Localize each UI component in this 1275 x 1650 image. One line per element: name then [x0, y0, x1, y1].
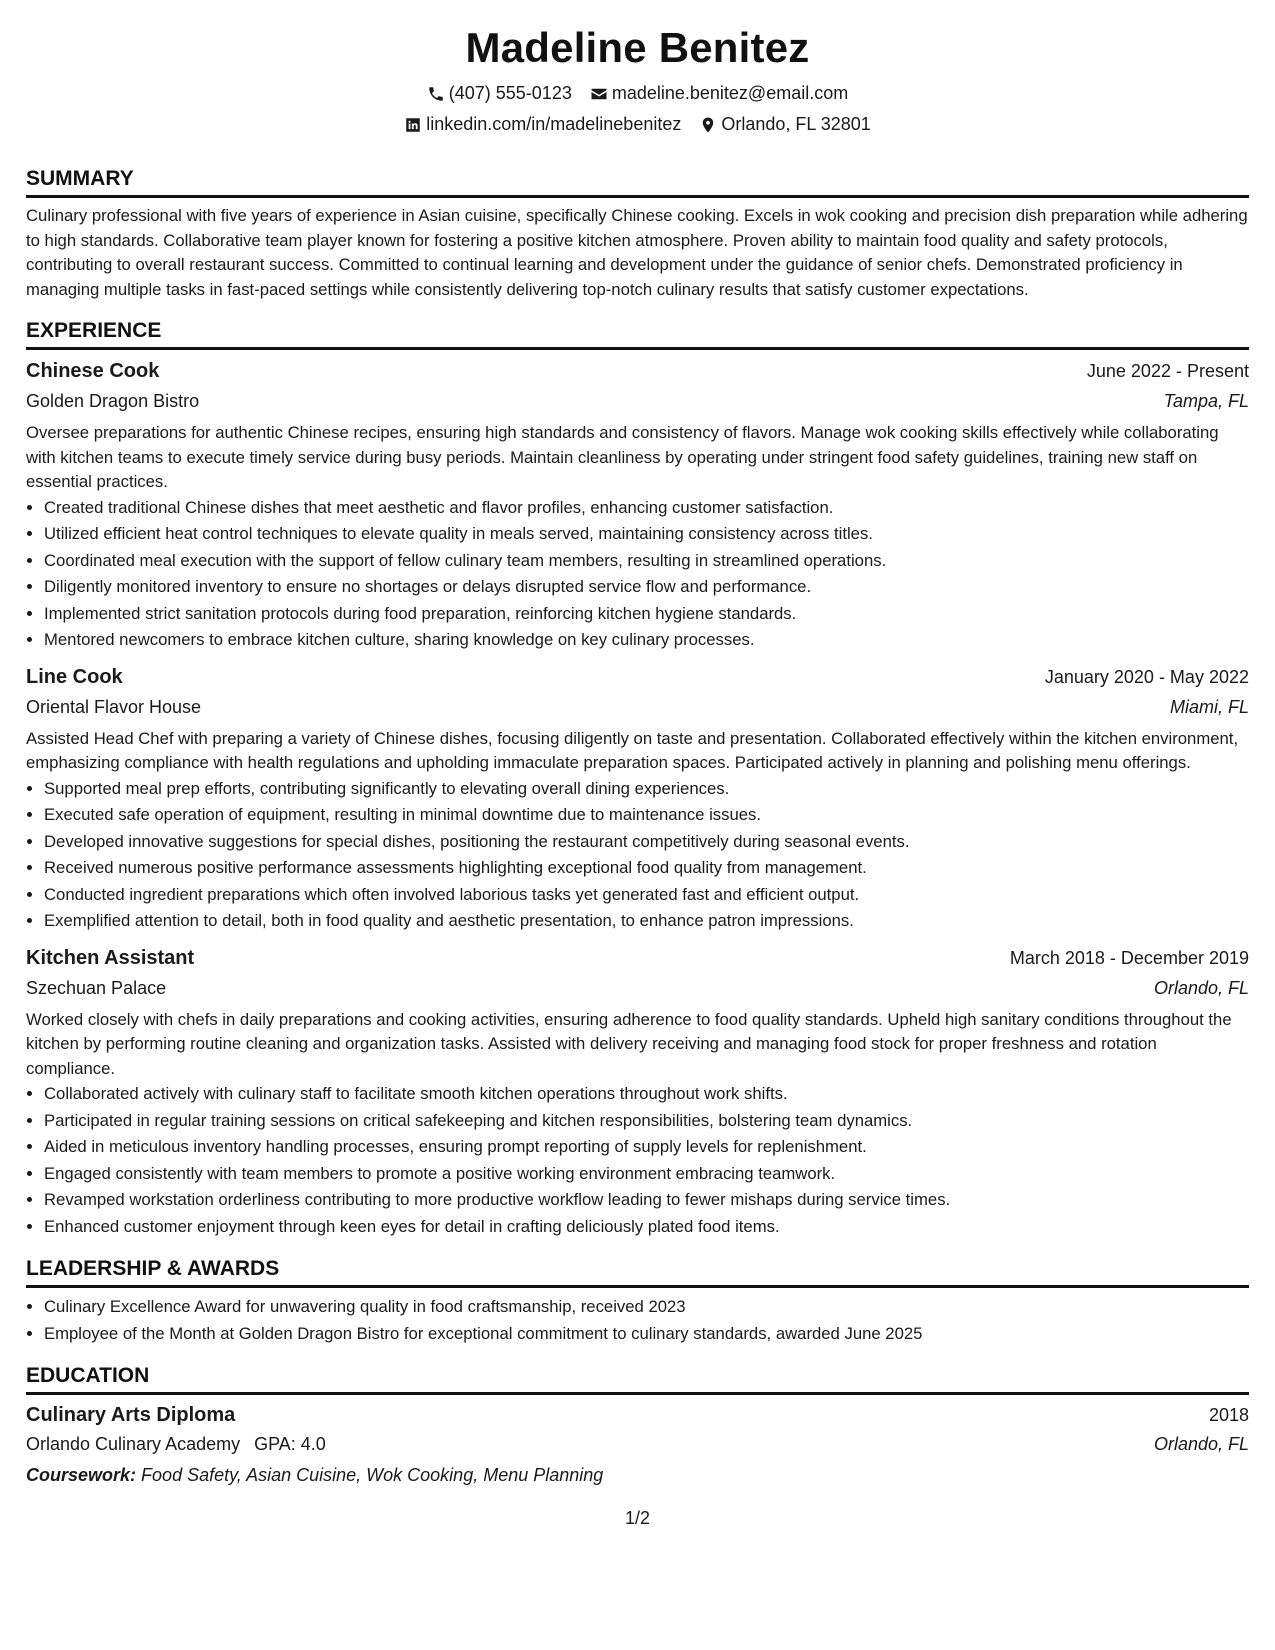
- job-dates: June 2022 - Present: [1086, 361, 1249, 381]
- list-item: • Enhanced customer enjoyment through keen eyes for detail in crafting deliciously plated food items.: [44, 1214, 1249, 1241]
- list-item: • Coordinated meal execution with the support of fellow culinary team members, resulting in streamlined operations.: [44, 548, 1249, 575]
- summary-text: Culinary professional with five years of experience in Asian cuisine, specifically Chinese cooking. Excels in wok cooking and precision dish preparation while adhering to high standards. Collaborative team player known for fostering a positive kitchen atmosphere. Proven ability to maintain food quality and safety protocols, contributing to overall restaurant success. Committed to continual learning and development under the guidance of senior chefs. Demonstrated proficiency in managing multiple tasks in fast-paced settings while consistently delivering top-notch culinary results that satisfy customer expectations.: [26, 206, 1248, 299]
- job-bullets: [26, 1081, 1249, 1240]
- resume-page: [26, 18, 1249, 1490]
- job-description: Worked closely with chefs in daily preparations and cooking activities, ensuring adherence to food quality standards. Upheld high sanitary conditions throughout the kitchen by performing routine cleaning and organization tasks. Assisted with delivery receiving and managing food stock for proper freshness and rotation compliance.: [26, 1009, 1232, 1078]
- list-item: • Developed innovative suggestions for special dishes, positioning the restaurant competitively during seasonal events.: [44, 829, 1249, 856]
- gpa: GPA: 4.0: [254, 1434, 326, 1454]
- linkedin-link[interactable]: linkedin.com/in/madelinebenitez: [426, 114, 682, 134]
- page-number: 1/2: [624, 1508, 651, 1528]
- job-company: Golden Dragon Bistro: [26, 391, 200, 411]
- section-title-experience: EXPERIENCE: [26, 316, 1249, 350]
- education-section: [26, 1361, 1249, 1490]
- job-entry: [26, 943, 1249, 1241]
- list-item: • Exemplified attention to detail, both in food quality and aesthetic presentation, to enhance patron impressions.: [44, 908, 1249, 935]
- list-item: • Implemented strict sanitation protocols during food preparation, reinforcing kitchen hygiene standards.: [44, 601, 1249, 628]
- section-title-education: EDUCATION: [26, 1361, 1249, 1395]
- location-text: Orlando, FL 32801: [721, 114, 871, 134]
- list-item: • Diligently monitored inventory to ensure no shortages or delays disrupted service flow and performance.: [44, 574, 1249, 601]
- award-bullets: [26, 1294, 1249, 1347]
- list-item: • Executed safe operation of equipment, resulting in minimal downtime due to maintenance issues.: [44, 802, 1249, 829]
- contact-row-primary: [26, 78, 1249, 109]
- list-item: • Culinary Excellence Award for unwavering quality in food craftsmanship, received 2023: [44, 1294, 1249, 1321]
- job-title: Kitchen Assistant: [26, 946, 195, 969]
- list-item: • Aided in meticulous inventory handling processes, ensuring prompt reporting of supply levels for replenishment.: [44, 1134, 1249, 1161]
- phone-icon: [427, 85, 445, 103]
- list-item: • Supported meal prep efforts, contributing significantly to elevating overall dining experiences.: [44, 776, 1249, 803]
- job-dates: March 2018 - December 2019: [1009, 947, 1249, 968]
- list-item: • Created traditional Chinese dishes that meet aesthetic and flavor profiles, enhancing customer satisfaction.: [44, 495, 1249, 522]
- email-link[interactable]: madeline.benitez@email.com: [611, 83, 849, 103]
- linkedin-icon: [404, 116, 422, 134]
- list-item: • Mentored newcomers to embrace kitchen culture, sharing knowledge on key culinary processes.: [44, 627, 1249, 654]
- list-item: • Conducted ingredient preparations which often involved laborious tasks yet generated fast and efficient output.: [44, 882, 1249, 909]
- job-location: Miami, FL: [1169, 696, 1249, 717]
- contact-row-secondary: [26, 109, 1249, 140]
- job-dates: January 2020 - May 2022: [1044, 666, 1249, 687]
- list-item: • Engaged consistently with team members to promote a positive working environment embracing teamwork.: [44, 1161, 1249, 1188]
- degree-title: Culinary Arts Diploma: [26, 1404, 236, 1426]
- contact-phone: [427, 78, 572, 109]
- list-item: • Revamped workstation orderliness contributing to more productive workflow leading to fewer mishaps during service times.: [44, 1187, 1249, 1214]
- map-pin-icon: [699, 116, 717, 134]
- job-title: Chinese Cook: [26, 360, 160, 382]
- job-location: Orlando, FL: [1153, 977, 1249, 998]
- contact-location: [699, 109, 870, 140]
- contact-linkedin[interactable]: [404, 109, 681, 140]
- phone-text: (407) 555-0123: [448, 83, 572, 103]
- school-line: [26, 1430, 326, 1459]
- education-location: Orlando, FL: [1153, 1434, 1249, 1454]
- list-item: • Utilized efficient heat control techniques to elevate quality in meals served, maintaining consistency across titles.: [44, 521, 1249, 548]
- job-description: Assisted Head Chef with preparing a variety of Chinese dishes, focusing diligently on taste and presentation. Collaborated effectively within the kitchen environment, emphasizing compliance with health regulations and upholding immaculate preparation spaces. Participated actively in planning and polishing menu offerings.: [26, 728, 1239, 772]
- list-item: • Received numerous positive performance assessments highlighting exceptional food quality from management.: [44, 855, 1249, 882]
- envelope-icon: [590, 85, 608, 103]
- awards-section: [26, 1254, 1249, 1347]
- list-item: • Participated in regular training sessions on critical safekeeping and kitchen responsibilities, bolstering team dynamics.: [44, 1108, 1249, 1135]
- section-title-summary: SUMMARY: [26, 164, 1249, 198]
- job-description: Oversee preparations for authentic Chinese recipes, ensuring high standards and consistency of flavors. Manage wok cooking skills effectively while collaborating with kitchen teams to execute timely service during busy periods. Maintain cleanliness by operating under stringent food safety guidelines, training new staff on essential practices.: [26, 423, 1219, 491]
- coursework-line: [26, 1460, 1249, 1490]
- job-entry: [26, 662, 1249, 935]
- list-item: • Employee of the Month at Golden Dragon Bistro for exceptional commitment to culinary standards, awarded June 2025: [44, 1321, 1249, 1348]
- job-location: Tampa, FL: [1163, 391, 1249, 411]
- school-name: Orlando Culinary Academy: [26, 1434, 241, 1454]
- job-title: Line Cook: [26, 665, 123, 688]
- job-entry: [26, 356, 1249, 654]
- job-company: Szechuan Palace: [26, 977, 167, 998]
- education-year: 2018: [1208, 1405, 1249, 1425]
- coursework-label: Coursework:: [26, 1465, 137, 1485]
- section-title-awards: LEADERSHIP & AWARDS: [26, 1254, 1249, 1288]
- coursework-list: Food Safety, Asian Cuisine, Wok Cooking, Menu Planning: [141, 1465, 604, 1485]
- job-bullets: [26, 495, 1249, 654]
- job-company: Oriental Flavor House: [26, 696, 202, 717]
- candidate-name: Madeline Benitez: [465, 24, 810, 71]
- experience-section: [26, 316, 1249, 1240]
- summary-section: [26, 164, 1249, 302]
- contact-email[interactable]: [590, 78, 848, 109]
- job-bullets: [26, 776, 1249, 935]
- list-item: • Collaborated actively with culinary staff to facilitate smooth kitchen operations throughout work shifts.: [44, 1081, 1249, 1108]
